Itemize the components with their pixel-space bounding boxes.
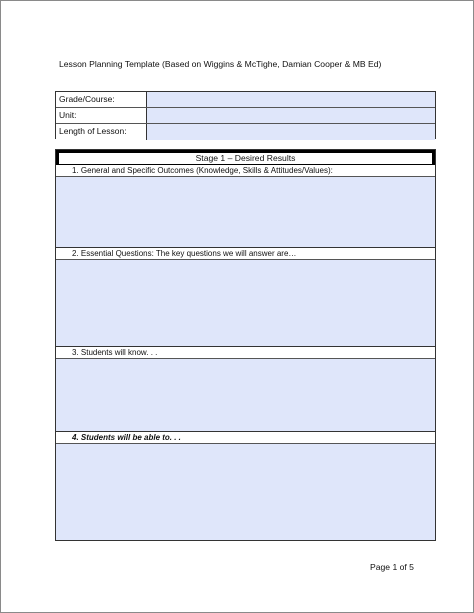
grade-course-field[interactable]: [147, 92, 435, 107]
unit-field[interactable]: [147, 108, 435, 123]
stage-1-table: [55, 149, 436, 541]
students-able-to-heading: 4. Students will be able to. . .: [56, 432, 435, 444]
outcomes-heading: 1. General and Specific Outcomes (Knowledge, Skills & Attitudes/Values):: [56, 165, 435, 177]
students-will-know-field[interactable]: [56, 359, 435, 431]
lesson-info-table: [55, 91, 436, 139]
document-title: Lesson Planning Template (Based on Wiggins & McTighe, Damian Cooper & MB Ed): [59, 59, 382, 69]
page-number: Page 1 of 5: [370, 562, 414, 572]
essential-questions-field[interactable]: [56, 260, 435, 346]
essential-questions-heading: 2. Essential Questions: The key questions we will answer are…: [56, 248, 435, 260]
outcomes-field[interactable]: [56, 177, 435, 247]
students-able-to-field[interactable]: [56, 444, 435, 540]
info-row-grade: [56, 92, 435, 108]
grade-course-label: Grade/Course:: [56, 92, 147, 107]
info-row-length: [56, 124, 435, 140]
length-of-lesson-field[interactable]: [147, 124, 435, 140]
length-of-lesson-label: Length of Lesson:: [56, 124, 147, 140]
students-will-know-heading: 3. Students will know. . .: [56, 347, 435, 359]
unit-label: Unit:: [56, 108, 147, 123]
info-row-unit: [56, 108, 435, 124]
stage-1-header: Stage 1 – Desired Results: [56, 150, 435, 165]
